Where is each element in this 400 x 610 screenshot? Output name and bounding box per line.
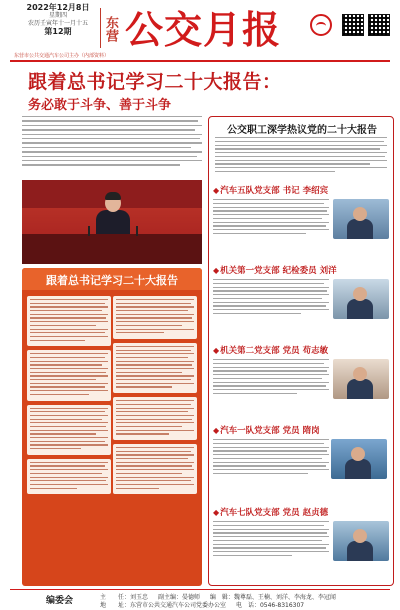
lunar-date: 农历壬寅年十一月十五: [27, 20, 88, 27]
issue-number: 第12期: [44, 27, 72, 36]
footer-row-2: [100, 600, 312, 609]
publisher-line: 东营市公共交通汽车公司主办（内部资料）: [14, 53, 110, 59]
report-panel: [22, 268, 202, 586]
section-1: [213, 185, 389, 255]
report-block: [27, 405, 111, 455]
report-block: [27, 459, 111, 495]
speaker-figure: [96, 194, 130, 234]
section-4: [213, 425, 389, 495]
weekday: 星期四: [48, 12, 67, 19]
staff-study-panel: [208, 116, 394, 586]
section-text: [213, 199, 329, 237]
deputy-editor-credit: 副主编：晏德师: [157, 594, 200, 601]
masthead-divider: [100, 8, 101, 48]
section-heading-text: 机关第一党支部 纪检委员 刘洋: [220, 266, 337, 276]
panel-title: 公交职工深学热议党的二十大报告: [227, 125, 377, 136]
editorial-board-label: 编委会: [46, 596, 74, 606]
region-mark: 东营: [103, 16, 118, 42]
phone-info: 电 话：0546-8316307: [235, 602, 305, 609]
section-heading: [213, 507, 389, 519]
newspaper-title: 公交月报: [125, 7, 282, 52]
section-heading: [213, 265, 389, 277]
report-column-right: [113, 296, 197, 580]
report-block: [113, 444, 197, 494]
qr-code-icon: [342, 14, 364, 36]
report-title: 跟着总书记学习二十大报告: [46, 274, 178, 287]
portrait-photo: [331, 439, 387, 479]
section-heading-text: 汽车五队党支部 书记 李绍宾: [220, 186, 329, 196]
section-2: [213, 265, 389, 335]
section-heading-text: 汽车七队党支部 党员 赵贞德: [220, 508, 329, 518]
section-heading-text: 汽车一队党支部 党员 隋岗: [220, 426, 320, 436]
star-icon: ◆: [213, 346, 220, 355]
report-block: [113, 397, 197, 440]
main-headline: 跟着总书记学习二十大报告：: [28, 71, 282, 93]
section-heading: [213, 185, 389, 197]
star-icon: ◆: [213, 426, 220, 435]
report-block: [113, 296, 197, 339]
portrait-photo: [333, 521, 389, 561]
portrait-photo: [333, 279, 389, 319]
section-heading: [213, 425, 389, 437]
star-icon: ◆: [213, 508, 220, 517]
editors-credit: 编 辑：魏尊磊、王楠、刘洋、李海龙、李冠闻: [209, 594, 336, 601]
qr-code-icon: [368, 14, 390, 36]
microphone-icon: [136, 226, 138, 236]
panel-intro-text: [215, 137, 387, 175]
lead-article-text: [22, 116, 202, 178]
director-credit: 主 任：刘玉忠: [100, 594, 149, 601]
address-info: 地 址：东营市公共交通汽车公司党委办公室: [100, 602, 227, 609]
section-5: [213, 507, 389, 577]
section-heading-text: 机关第二党支部 党员 苟志敏: [220, 346, 329, 356]
date-block: [14, 4, 102, 36]
masthead-rule: [10, 60, 390, 62]
star-icon: ◆: [213, 266, 220, 275]
section-text: [213, 521, 329, 559]
issue-date: 2022年12月8日: [26, 3, 90, 12]
section-heading: [213, 345, 389, 357]
report-block: [113, 343, 197, 393]
masthead: [0, 0, 400, 60]
microphone-icon: [88, 226, 90, 236]
company-logo-icon: [310, 14, 332, 36]
report-block: [27, 350, 111, 400]
editorial-footer: [10, 591, 390, 609]
section-text: [213, 359, 329, 397]
report-block: [27, 296, 111, 346]
section-3: [213, 345, 389, 415]
portrait-photo: [333, 359, 389, 399]
section-text: [213, 279, 329, 317]
podium-desk: [22, 234, 202, 264]
portrait-photo: [333, 199, 389, 239]
speaker-photo: [22, 180, 202, 264]
main-subheadline: 务必敢于斗争、善于斗争: [28, 98, 172, 113]
report-column-left: [27, 296, 111, 580]
footer-rule: [10, 589, 390, 590]
star-icon: ◆: [213, 186, 220, 195]
section-text: [213, 439, 329, 477]
